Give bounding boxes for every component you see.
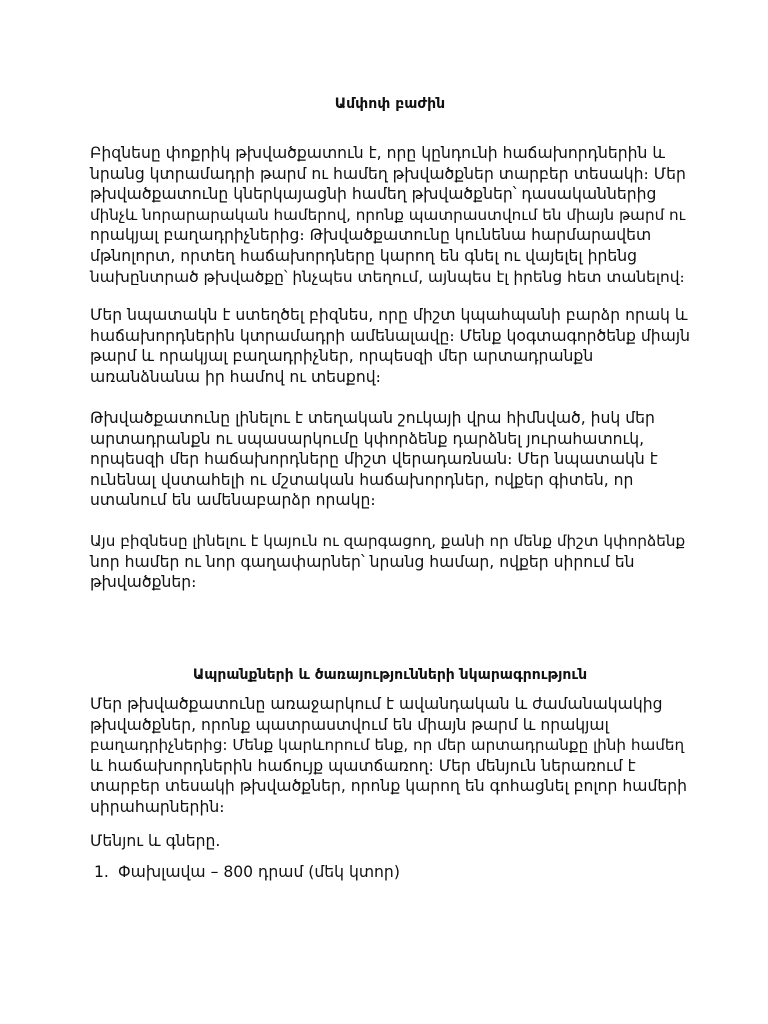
- text-line: արտադրանքն ու սպասարկումը կփորձենք դարձնել յուրահատուկ,: [90, 429, 645, 448]
- text-line: տարբեր տեսակի թխվածքներ, որոնք կարող են գոհացնել բոլոր համերի: [90, 777, 687, 796]
- text-line: Բիզնեսը փոքրիկ թխվածքատուն է, որը կընդունի հաճախորդներին և: [90, 144, 666, 162]
- menu-list-item: [90, 862, 690, 883]
- text-line: Մեր նպատակն է ստեղծել բիզնես, որը միշտ կպահպանի բարձր որակ և: [90, 306, 688, 324]
- text-line: ունենալ վստահելի ու մշտական հաճախորդներ, ովքեր գիտեն, որ: [90, 470, 634, 489]
- text-line: Մեր թխվածքատունը առաջարկում է ավանդական և ժամանակակից: [90, 695, 663, 713]
- section-title-products: Ապրանքների և ծառայությունների նկարագրություն: [192, 667, 588, 683]
- text-line: թխվածքներ, որոնք պատրաստվում են միայն թարմ և որակյալ: [90, 715, 609, 734]
- list-item-text: Փախլավա – 800 դրամ (մեկ կտոր): [118, 863, 400, 881]
- text-line: Թխվածքատունը լինելու է տեղական շուկայի վրա հիմնված, իսկ մեր: [90, 409, 655, 427]
- summary-paragraph-3: [90, 408, 690, 511]
- text-line: սիրահարներին։: [90, 797, 225, 816]
- text-line: թխվածքներ։: [90, 573, 197, 592]
- summary-paragraph-2: [90, 305, 690, 387]
- text-line: ստանում են ամենաբարձր որակը։: [90, 491, 376, 510]
- text-line: թարմ և որակյալ բաղադրիչներ, որպեսզի մեր արտադրանքն: [90, 347, 594, 366]
- text-line: Այս բիզնեսը լինելու է կայուն ու զարգացող, քանի որ մենք միշտ կփորձենք: [90, 532, 686, 550]
- products-paragraph: [90, 694, 690, 818]
- menu-label: Մենյու և գները.: [90, 832, 221, 850]
- text-line: որպեսզի մեր հաճախորդները միշտ վերադառնան։ Մեր նպատակն է: [90, 450, 658, 469]
- section-title-summary: Ամփոփ բաժին: [334, 96, 446, 112]
- text-line: մթնոլորտ, որտեղ հաճախորդները կարող են գնել ու վայելել իրենց: [90, 246, 638, 265]
- text-line: թխվածքատունը կներկայացնի համեղ թխվածքներ՝ դասականներից: [90, 185, 657, 204]
- text-line: հաճախորդներին կտրամադրի ամենալավը։ Մենք կօգտագործենք միայն: [90, 326, 690, 345]
- summary-paragraph-1: [90, 143, 690, 287]
- text-line: և հաճախորդներին հաճույք պատճառող: Մեր մենյուն ներառում է: [90, 756, 636, 775]
- text-line: որակյալ բաղադրիչներից։ Թխվածքատունը կունենա հարմարավետ: [90, 226, 652, 245]
- text-line: նրանց կտրամադրի թարմ ու համեղ թխվածքներ տարբեր տեսակի։ Մեր: [90, 164, 686, 183]
- summary-paragraph-4: [90, 531, 690, 593]
- text-line: մինչև նորարարական համերով, որոնք պատրաստվում են միայն թարմ ու: [90, 205, 686, 224]
- list-item-number: 1.: [94, 863, 109, 881]
- text-line: բաղադրիչներից: Մենք կարևորում ենք, որ մեր արտադրանքը լինի համեղ: [90, 736, 685, 755]
- text-line: առանձնանա իր համով ու տեսքով։: [90, 367, 381, 386]
- text-line: նոր համեր ու նոր գաղափարներ՝ նրանց համար, ովքեր սիրում են: [90, 552, 635, 571]
- text-line: նախընտրած թխվածքը՝ ինչպես տեղում, այնպես էլ իրենց հետ տանելով։: [90, 267, 685, 286]
